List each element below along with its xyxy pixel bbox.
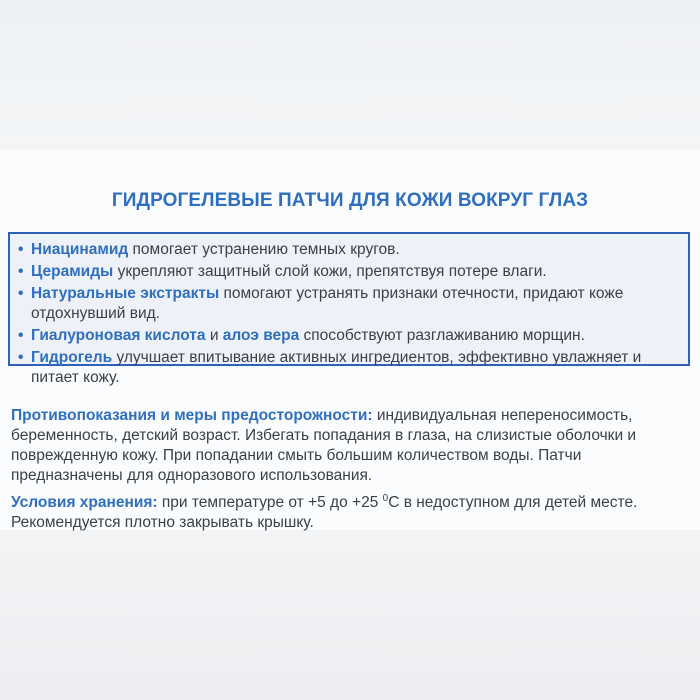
- feature-text: помогает устранению темных кругов.: [128, 241, 400, 258]
- feature-joiner: и: [205, 327, 223, 344]
- feature-term: Гиалуроновая кислота: [31, 327, 206, 344]
- feature-term: Гидрогель: [31, 349, 113, 366]
- feature-term: Натуральные экстракты: [31, 285, 220, 302]
- feature-term-secondary: алоэ вера: [222, 327, 300, 344]
- bullet-icon: •: [18, 285, 24, 302]
- feature-text: способствуют разглаживанию морщин.: [299, 327, 585, 344]
- contraindications-label: Противопоказания и меры предосторожности:: [11, 407, 373, 424]
- product-title: ГИДРОГЕЛЕВЫЕ ПАТЧИ ДЛЯ КОЖИ ВОКРУГ ГЛАЗ: [111, 190, 589, 211]
- storage-section: [11, 489, 691, 533]
- feature-text: помогают устранять признаки отечности, придают коже отдохнувший вид.: [31, 285, 624, 322]
- bullet-icon: •: [18, 327, 24, 344]
- feature-item: [18, 284, 690, 324]
- feature-item: [18, 262, 690, 282]
- storage-text-before: при температуре от +5 до +25: [157, 494, 383, 512]
- bullet-icon: •: [18, 241, 24, 258]
- bullet-icon: •: [18, 263, 24, 280]
- features-list: [18, 240, 690, 390]
- storage-text-after: С в недоступном для детей месте. Рекомендуется плотно закрывать крышку.: [11, 494, 638, 532]
- feature-item: [18, 326, 690, 346]
- feature-text: улучшает впитывание активных ингредиентов, эффективно увлажняет и питает кожу.: [31, 349, 642, 386]
- degree-mark: 0: [382, 493, 389, 504]
- feature-item: [18, 240, 690, 260]
- feature-text: укрепляют защитный слой кожи, препятствуя потере влаги.: [113, 263, 547, 280]
- feature-term: Ниацинамид: [31, 241, 129, 258]
- bullet-icon: •: [18, 349, 24, 366]
- storage-label: Условия хранения:: [11, 494, 158, 512]
- feature-term: Церамиды: [31, 263, 114, 280]
- feature-item: [18, 348, 690, 388]
- contraindications-section: [11, 406, 691, 486]
- contraindications-text: индивидуальная непереносимость, беременность, детский возраст. Избегать попадания в глаза, на слизистые оболочки и поврежденную кожу. При попадании смыть большим количеством воды. Патчи предназначены для одноразового использования.: [11, 407, 637, 484]
